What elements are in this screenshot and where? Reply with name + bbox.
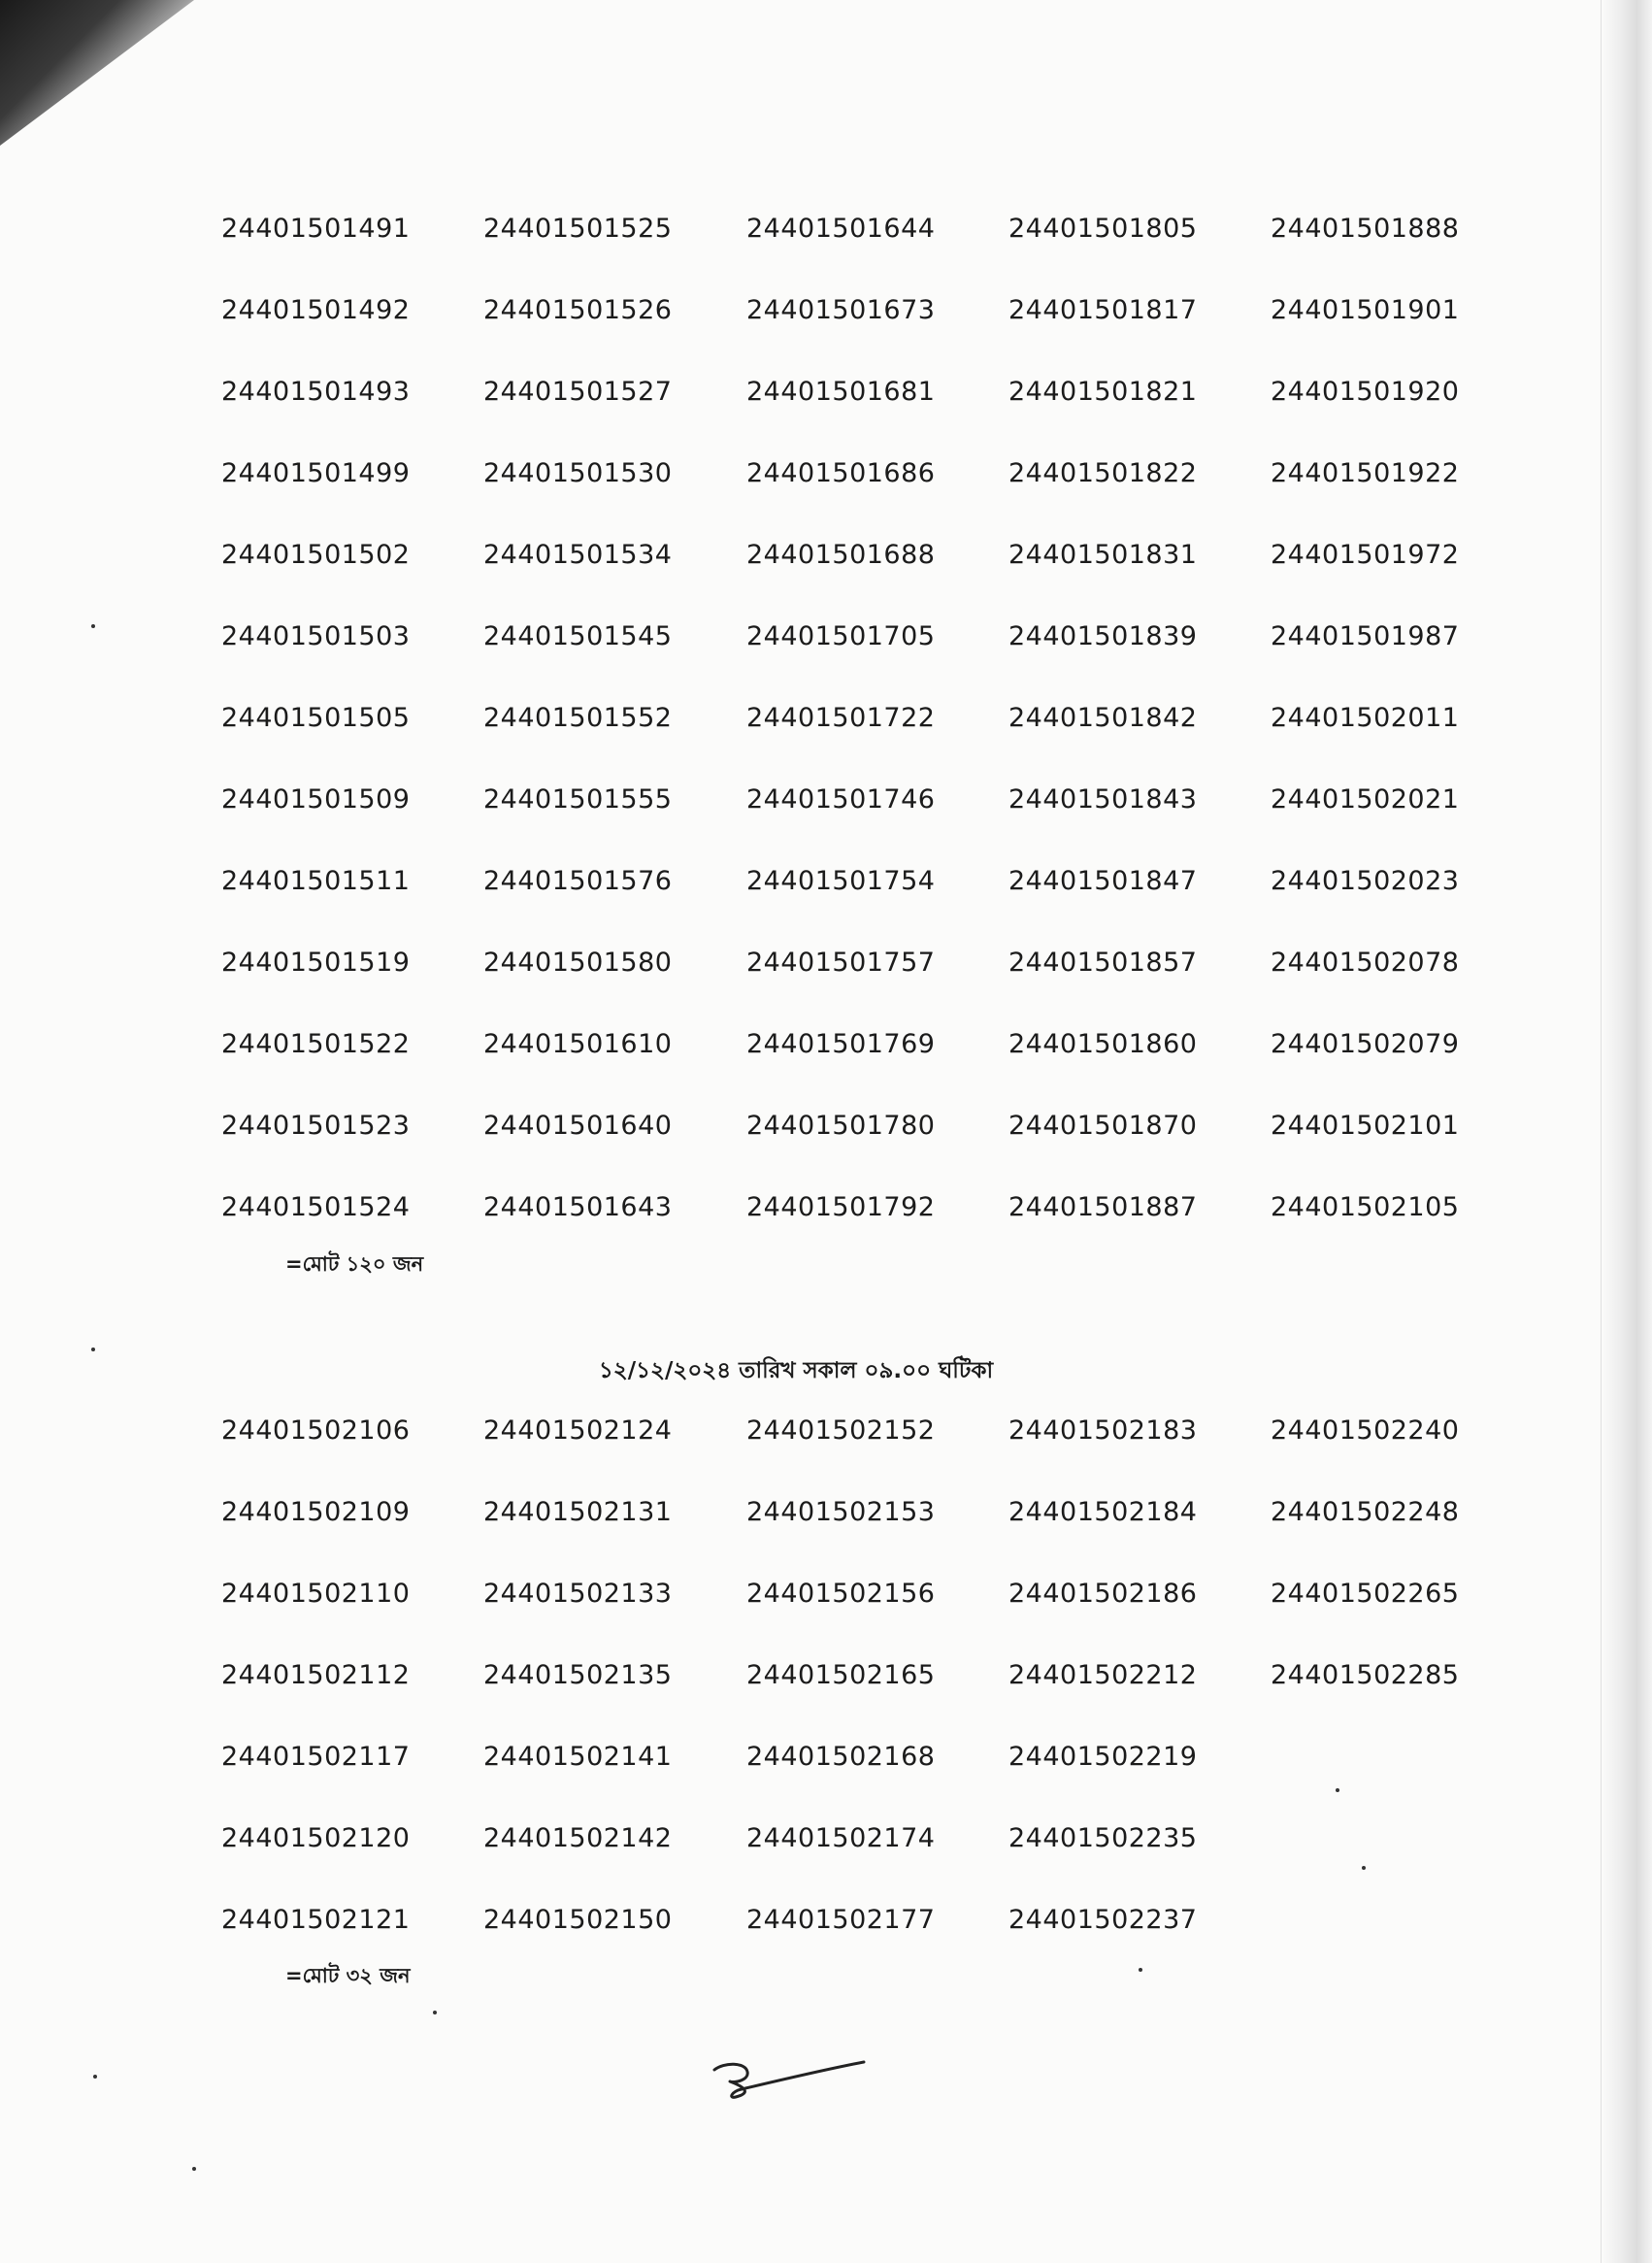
scan-speck: [91, 1348, 95, 1351]
roll-number: 24401502101: [1271, 1111, 1460, 1141]
roll-number: 24401502186: [1008, 1579, 1198, 1609]
roll-number: 24401502011: [1271, 703, 1460, 733]
roll-number: 24401501502: [221, 540, 411, 570]
scan-speck: [1336, 1788, 1339, 1792]
roll-row: [0, 866, 1652, 948]
roll-number: 24401502285: [1271, 1660, 1460, 1690]
roll-number: 24401501780: [746, 1111, 936, 1141]
roll-number: 24401501972: [1271, 540, 1460, 570]
roll-number: 24401502124: [483, 1415, 673, 1446]
roll-number: 24401502110: [221, 1579, 411, 1609]
roll-number: 24401502165: [746, 1660, 936, 1690]
roll-number: 24401501920: [1271, 377, 1460, 407]
roll-number: 24401502117: [221, 1742, 411, 1772]
roll-number: 24401501705: [746, 621, 936, 651]
roll-number: 24401501686: [746, 458, 936, 488]
roll-number: 24401502106: [221, 1415, 411, 1446]
roll-number: 24401501555: [483, 784, 673, 815]
roll-number: 24401502235: [1008, 1823, 1198, 1853]
roll-row: [0, 1579, 1652, 1660]
roll-number: 24401501493: [221, 377, 411, 407]
roll-number: 24401502109: [221, 1497, 411, 1527]
roll-number: 24401501491: [221, 214, 411, 244]
roll-number: 24401501857: [1008, 948, 1198, 978]
roll-number: 24401501839: [1008, 621, 1198, 651]
roll-number: 24401501722: [746, 703, 936, 733]
roll-number: 24401502248: [1271, 1497, 1460, 1527]
roll-row: [0, 1823, 1652, 1905]
roll-number: 24401501754: [746, 866, 936, 896]
roll-number: 24401501505: [221, 703, 411, 733]
roll-number: 24401502152: [746, 1415, 936, 1446]
roll-row: [0, 1029, 1652, 1111]
roll-number: 24401501688: [746, 540, 936, 570]
roll-row: [0, 621, 1652, 703]
roll-number: 24401502023: [1271, 866, 1460, 896]
roll-number: 24401501757: [746, 948, 936, 978]
roll-row: [0, 295, 1652, 377]
roll-number: 24401502142: [483, 1823, 673, 1853]
session-2-date-heading: ১২/১২/২০২৪ তারিখ সকাল ০৯.০০ ঘটিকা: [598, 1358, 994, 1383]
roll-number: 24401501499: [221, 458, 411, 488]
roll-number: 24401501843: [1008, 784, 1198, 815]
roll-number: 24401502212: [1008, 1660, 1198, 1690]
roll-row: [0, 1742, 1652, 1823]
roll-row: [0, 1497, 1652, 1579]
roll-number: 24401502219: [1008, 1742, 1198, 1772]
scan-speck: [192, 2167, 196, 2171]
roll-number: 24401502079: [1271, 1029, 1460, 1059]
roll-row: [0, 703, 1652, 784]
roll-number: 24401501673: [746, 295, 936, 325]
roll-row: [0, 458, 1652, 540]
roll-number: 24401501523: [221, 1111, 411, 1141]
roll-row: [0, 948, 1652, 1029]
roll-number: 24401501524: [221, 1192, 411, 1222]
roll-number: 24401501888: [1271, 214, 1460, 244]
roll-number: 24401501534: [483, 540, 673, 570]
roll-number: 24401501552: [483, 703, 673, 733]
roll-number: 24401501511: [221, 866, 411, 896]
roll-number: 24401501887: [1008, 1192, 1198, 1222]
roll-number: 24401501610: [483, 1029, 673, 1059]
roll-number: 24401501821: [1008, 377, 1198, 407]
roll-number: 24401501987: [1271, 621, 1460, 651]
roll-row: [0, 1192, 1652, 1274]
roll-number: 24401501522: [221, 1029, 411, 1059]
roll-number: 24401502153: [746, 1497, 936, 1527]
roll-number-grid-session-2: [0, 1415, 1652, 1986]
signature-mark: [707, 2048, 872, 2107]
roll-number: 24401502184: [1008, 1497, 1198, 1527]
roll-number: 24401501922: [1271, 458, 1460, 488]
roll-number: 24401501640: [483, 1111, 673, 1141]
roll-number: 24401501492: [221, 295, 411, 325]
roll-number: 24401502133: [483, 1579, 673, 1609]
scan-speck: [93, 2075, 97, 2079]
roll-number: 24401502141: [483, 1742, 673, 1772]
roll-number: 24401501576: [483, 866, 673, 896]
roll-number: 24401502120: [221, 1823, 411, 1853]
roll-number: 24401502156: [746, 1579, 936, 1609]
scan-speck: [91, 624, 95, 628]
roll-number: 24401502177: [746, 1905, 936, 1935]
scan-speck: [1139, 1968, 1142, 1972]
roll-number: 24401501805: [1008, 214, 1198, 244]
roll-number: 24401502021: [1271, 784, 1460, 815]
roll-number: 24401501792: [746, 1192, 936, 1222]
roll-number: 24401502168: [746, 1742, 936, 1772]
roll-number: 24401501526: [483, 295, 673, 325]
roll-number-grid-session-1: [0, 214, 1652, 1274]
roll-number: 24401501860: [1008, 1029, 1198, 1059]
roll-row: [0, 540, 1652, 621]
roll-row: [0, 1905, 1652, 1986]
roll-number: 24401502150: [483, 1905, 673, 1935]
roll-number: 24401501509: [221, 784, 411, 815]
roll-number: 24401502240: [1271, 1415, 1460, 1446]
roll-number: 24401501519: [221, 948, 411, 978]
roll-number: 24401501527: [483, 377, 673, 407]
roll-number: 24401502112: [221, 1660, 411, 1690]
roll-number: 24401502237: [1008, 1905, 1198, 1935]
roll-number: 24401502105: [1271, 1192, 1460, 1222]
roll-number: 24401501644: [746, 214, 936, 244]
roll-row: [0, 377, 1652, 458]
roll-number: 24401502078: [1271, 948, 1460, 978]
roll-number: 24401501530: [483, 458, 673, 488]
roll-row: [0, 1660, 1652, 1742]
roll-row: [0, 784, 1652, 866]
scan-corner-shadow: [0, 0, 194, 146]
roll-number: 24401501822: [1008, 458, 1198, 488]
roll-number: 24401501746: [746, 784, 936, 815]
roll-number: 24401501831: [1008, 540, 1198, 570]
roll-number: 24401501769: [746, 1029, 936, 1059]
roll-number: 24401502174: [746, 1823, 936, 1853]
roll-number: 24401502121: [221, 1905, 411, 1935]
roll-number: 24401502265: [1271, 1579, 1460, 1609]
roll-number: 24401502183: [1008, 1415, 1198, 1446]
roll-number: 24401501525: [483, 214, 673, 244]
roll-row: [0, 1415, 1652, 1497]
roll-number: 24401501681: [746, 377, 936, 407]
roll-number: 24401501545: [483, 621, 673, 651]
roll-number: 24401501842: [1008, 703, 1198, 733]
roll-number: 24401501870: [1008, 1111, 1198, 1141]
roll-row: [0, 214, 1652, 295]
scan-speck: [1362, 1866, 1366, 1870]
total-count-session-2: =মোট ৩২ জন: [285, 1964, 411, 1987]
scan-speck: [433, 2011, 437, 2014]
total-count-session-1: =মোট ১২০ জন: [285, 1252, 424, 1276]
roll-number: 24401501817: [1008, 295, 1198, 325]
roll-number: 24401501901: [1271, 295, 1460, 325]
roll-number: 24401502135: [483, 1660, 673, 1690]
roll-number: 24401501503: [221, 621, 411, 651]
roll-number: 24401501643: [483, 1192, 673, 1222]
roll-row: [0, 1111, 1652, 1192]
roll-number: 24401502131: [483, 1497, 673, 1527]
roll-number: 24401501580: [483, 948, 673, 978]
roll-number: 24401501847: [1008, 866, 1198, 896]
